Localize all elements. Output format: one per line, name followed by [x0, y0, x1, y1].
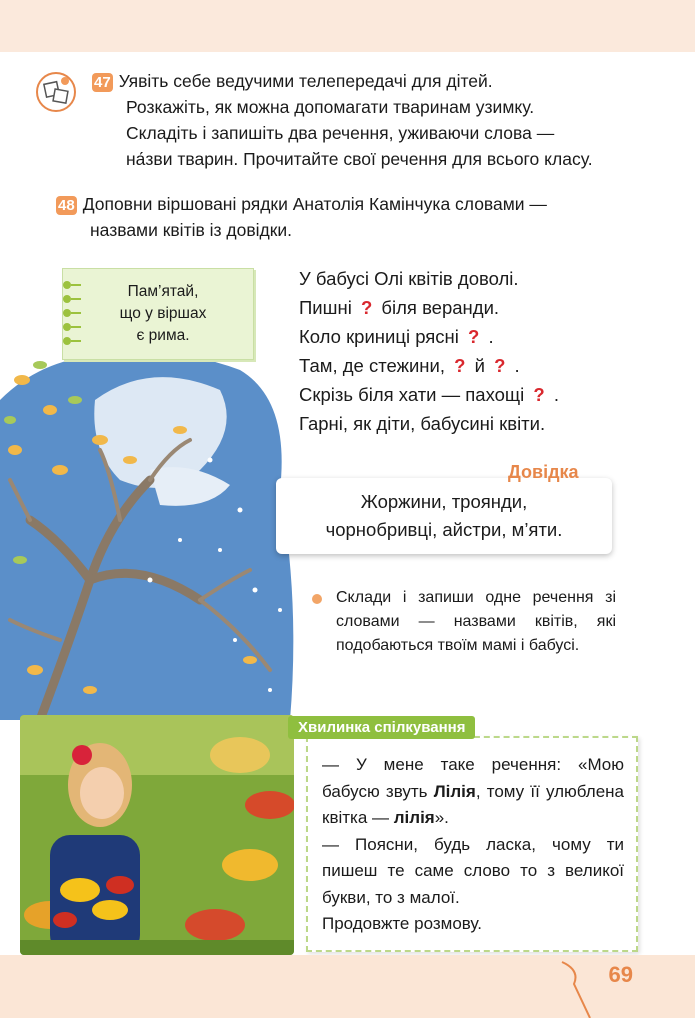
flower-word: лілія — [393, 808, 435, 827]
reference-title: Довідка — [508, 462, 579, 482]
gap-mark: ? — [468, 326, 480, 347]
memo-line: Пам’ятай, — [127, 283, 199, 300]
page-corner-decoration — [560, 960, 600, 1018]
conversation-box — [306, 736, 638, 952]
reference-line: Жоржини, троянди, — [360, 491, 528, 512]
memo-note — [62, 268, 254, 360]
winter-tree-illustration — [0, 340, 320, 720]
name-word: Лілія — [433, 781, 476, 801]
task-number-badge: 47 — [94, 74, 111, 91]
gap-mark: ? — [494, 355, 506, 376]
poem-line: Там, де стежини, ? й ? . — [299, 355, 520, 376]
gap-mark: ? — [454, 355, 466, 376]
task-47 — [92, 68, 612, 172]
conversation-paragraph: — Поясни, будь ласка, чому ти пишеш те саме слово то з великої букви, то з малої. — [322, 834, 624, 907]
poem — [299, 264, 559, 438]
gap-mark: ? — [533, 384, 545, 405]
top-band — [0, 0, 695, 52]
conversation-paragraph: Продовжте розмову. — [322, 914, 482, 933]
poem-line: Гарні, як діти, бабусині квіти. — [299, 413, 546, 434]
task-number-badge: 48 — [58, 197, 75, 214]
poem-line: Коло криниці рясні ? . — [299, 326, 494, 347]
task-48-line: Доповни віршовані рядки Анатолія Камінчука словами — — [82, 194, 547, 214]
reference-text — [276, 488, 612, 544]
memo-text — [93, 281, 233, 347]
conversation-text — [322, 752, 624, 938]
task-47-line: Уявіть себе ведучими телепередачі для дітей. — [118, 71, 493, 91]
reference-box — [276, 478, 612, 554]
reference-line: чорнобривці, айстри, м’яти. — [325, 519, 563, 540]
task-48 — [56, 191, 616, 243]
gap-mark: ? — [360, 297, 373, 318]
memo-line: є рима. — [136, 327, 190, 344]
task-47-line: Розкажіть, як можна допомагати тваринам узимку. — [126, 97, 535, 117]
bullet-dot-icon — [312, 594, 322, 604]
poem-line: У бабусі Олі квітів доволі. — [299, 268, 519, 289]
page-number: 69 — [608, 962, 633, 987]
bullet-task-text: Склади і запиши одне речення зі словами — назвами квітів, які подобаються твоїм мамі і бабусі. — [336, 589, 616, 654]
task-47-line: на́зви тварин. Прочитайте свої речення для всього класу. — [126, 149, 593, 169]
conversation-label: Хвилинка спілкування — [288, 716, 475, 739]
task-48-line: назвами квітів із довідки. — [90, 220, 293, 240]
conversation-paragraph: — У мене таке речення: «Мою бабусю звуть Лілія, тому її улюблена квітка — лілія». — [322, 755, 624, 827]
poem-line: Скрізь біля хати — пахощі ? . — [299, 384, 559, 405]
poem-line: Пишні ? біля веранди. — [299, 297, 500, 318]
memo-line: що у віршах — [119, 305, 207, 322]
task-47-line: Складіть і запишіть два речення, уживаючи слова — — [126, 123, 555, 143]
puzzle-pieces-icon — [36, 72, 76, 112]
girl-with-lilies-photo — [20, 715, 294, 955]
